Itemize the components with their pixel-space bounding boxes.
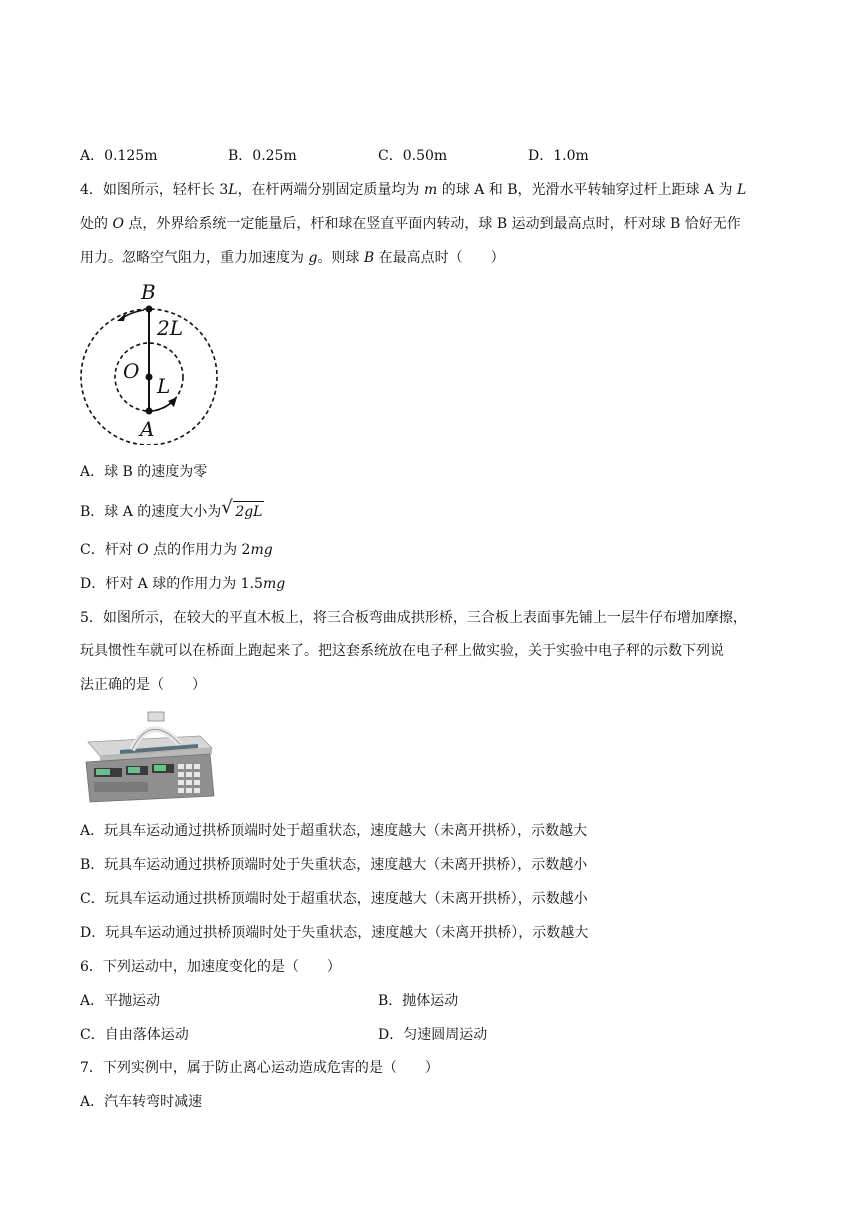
button-row xyxy=(94,782,148,792)
q6-option-a: A．平抛运动 xyxy=(80,993,161,1009)
q5-stem-line-3: 法正确的是（ ） xyxy=(80,677,206,693)
q4-option-c-text: 点的作用力为 2 xyxy=(148,542,251,558)
q4-var-m: m xyxy=(424,182,438,198)
q4-option-d-text: D．杆对 A 球的作用力为 1.5 xyxy=(80,576,263,592)
q6-option-d: D．匀速圆周运动 xyxy=(378,1027,488,1043)
label-o: O xyxy=(123,359,140,383)
ball-a xyxy=(146,408,153,415)
toy-car xyxy=(148,712,164,721)
q4-option-b xyxy=(80,497,264,522)
q5-option-d: D．玩具车运动通过拱桥顶端时处于失重状态，速度越大（未离开拱桥），示数越大 xyxy=(80,925,589,941)
q6-stem: 6．下列运动中，加速度变化的是（ ） xyxy=(80,959,341,975)
q4-rotation-diagram xyxy=(78,280,224,445)
q4-stem-line-2 xyxy=(80,214,741,234)
display-1-readout xyxy=(96,769,110,775)
pivot-o xyxy=(146,374,153,381)
q4-stem-text: 。则球 xyxy=(317,250,364,266)
q7-stem: 7．下列实例中，属于防止离心运动造成危害的是（ ） xyxy=(80,1060,439,1076)
q4-var-mg: mg xyxy=(262,576,286,592)
q4-option-d xyxy=(80,574,285,594)
q4-stem-text: 处的 xyxy=(80,216,113,232)
radicand: 2gL xyxy=(233,501,264,522)
q7-option-a: A．汽车转弯时减速 xyxy=(80,1094,203,1110)
q4-var-mg: mg xyxy=(250,542,273,558)
q4-stem-text: 4．如图所示，轻杆长 3 xyxy=(80,182,229,198)
q5-stem-line-2: 玩具惯性车就可以在桥面上跑起来了。把这套系统放在电子秤上做实验，关于实验中电子秤的示数下列说 xyxy=(80,643,724,659)
q5-option-a: A．玩具车运动通过拱桥顶端时处于超重状态，速度越大（未离开拱桥），示数越大 xyxy=(80,823,588,839)
q4-var-L: L xyxy=(228,182,238,198)
ball-b xyxy=(146,306,153,313)
q4-stem-text: 在最高点时（ ） xyxy=(374,250,505,266)
label-2l: 2L xyxy=(157,316,184,340)
q4-var-g: g xyxy=(308,250,318,266)
q6-option-b: B．抛体运动 xyxy=(378,993,459,1009)
display-3-readout xyxy=(154,765,166,771)
q4-option-b-text: B．球 A 的速度大小为 xyxy=(80,504,222,520)
q4-var-O: O xyxy=(112,216,124,232)
q4-option-a: A．球 B 的速度为零 xyxy=(80,464,208,480)
q3-option-a: A．0.125m xyxy=(80,148,158,164)
sqrt-expression xyxy=(221,497,264,522)
q3-option-b: B．0.25m xyxy=(228,148,297,164)
scale-body xyxy=(86,754,214,802)
q4-stem-line-1 xyxy=(80,180,746,200)
q4-var-B: B xyxy=(363,250,375,266)
label-l: L xyxy=(157,374,171,398)
q4-stem-text: ，在杆两端分别固定质量均为 xyxy=(237,182,425,198)
q5-option-c: C．玩具车运动通过拱桥顶端时处于超重状态，速度越大（未离开拱桥），示数越小 xyxy=(80,891,588,907)
q4-stem-line-3 xyxy=(80,248,505,268)
q4-option-c xyxy=(80,540,273,560)
q4-stem-text: 用力。忽略空气阻力，重力加速度为 xyxy=(80,250,309,266)
q5-stem-line-1: 5．如图所示，在较大的平直木板上，将三合板弯曲成拱形桥，三合板上表面事先铺上一层牛仔布增加摩擦， xyxy=(80,610,747,626)
label-b: B xyxy=(141,280,156,304)
q4-stem-text: 的球 A 和 B，光滑水平转轴穿过杆上距球 A 为 xyxy=(437,182,737,198)
q4-stem-text: 点，外界给系统一定能量后，杆和球在竖直平面内转动，球 B 运动到最高点时，杆对球 B 恰好无作 xyxy=(123,216,741,232)
q4-var-O: O xyxy=(137,542,149,558)
q3-option-d: D．1.0m xyxy=(528,148,589,164)
q5-scale-bridge-photo xyxy=(80,706,216,806)
label-a: A xyxy=(140,417,155,441)
display-2-readout xyxy=(128,767,140,773)
q4-var-L: L xyxy=(736,182,747,198)
q3-option-c: C．0.50m xyxy=(378,148,448,164)
q6-option-c: C．自由落体运动 xyxy=(80,1027,189,1043)
q5-option-b: B．玩具车运动通过拱桥顶端时处于失重状态，速度越大（未离开拱桥），示数越小 xyxy=(80,857,588,873)
radical-sign: √ xyxy=(221,497,233,518)
q4-option-c-text: C．杆对 xyxy=(80,542,138,558)
arrow-a-curve xyxy=(153,402,172,411)
arrow-a-head xyxy=(168,397,177,407)
